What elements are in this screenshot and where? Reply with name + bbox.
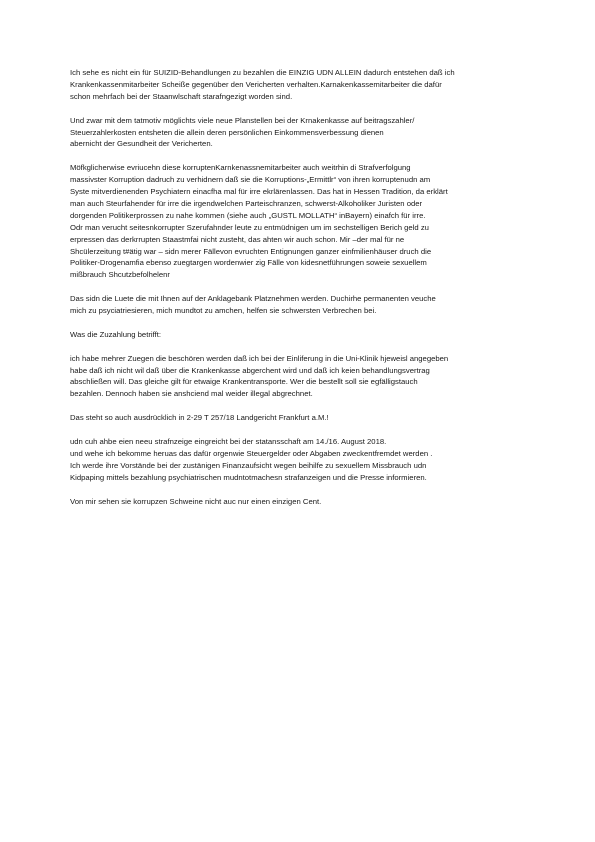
text-line: man auch Steurfahender für irre die irgendwelchen Parteischranzen, schwerst-Alkoholiker Juristen oder (70, 198, 423, 208)
text-line: Und zwar mit dem tatmotiv möglichts viele neue Planstellen bei der Krnakenkasse auf beitragszahler/ (70, 115, 415, 125)
paragraph-2 (70, 115, 540, 151)
text-line: Politiker-Drogenamfia ebenso zuegtargen wordenwier zig Fälle von kidesnetführungen soweie sexuellem (70, 258, 427, 268)
text-line: Steuerzahlerkosten entsheten die allein deren persönlichen Einkommensverbessung dienen (70, 127, 384, 137)
text-line: Ich sehe es nicht ein für SUIZID-Behandlungen zu bezahlen die EINZIG UDN ALLEIN dadurch entstehen daß ich (70, 68, 455, 77)
text-line: Das steht so auch ausdrücklich in 2-29 T 257/18 Landgericht Frankfurt a.M.! (70, 413, 329, 423)
paragraph-8 (70, 436, 540, 484)
paragraph-1 (70, 67, 540, 103)
text-line: erpressen das derkrrupten Staastmfai nicht zusteht, das ahten wir auch schon. Mir –der mal für ne (70, 234, 405, 244)
text-line: abernicht der Gesundheit der Vericherten. (70, 139, 213, 149)
text-line: dorgenden Politikerprossen zu nahe kommen (siehe auch „GUSTL MOLLATH“ inBayern) einafch für irre. (70, 210, 426, 220)
text-line: schon mehrfach bei der Staanwlschaft starafngezigt worden sind. (70, 91, 293, 101)
text-line: mich zu psyciatriesieren, mich mundtot zu amchen, helfen sie schwersten Verbrechen bei. (70, 306, 377, 316)
paragraph-5 (70, 329, 540, 341)
text-line: Von mir sehen sie korrupzen Schweine nicht auc nur einen einzigen Cent. (70, 496, 322, 506)
text-line: bezahlen. Dennoch haben sie anshciend mal weider illegal abgrechnet. (70, 389, 313, 399)
text-line: Shcülerzeitung t#ätig war – sidn merer Fällevon evruchten Entignungen ganzer einfmilienhäuser druch die (70, 246, 432, 256)
paragraph-4 (70, 293, 540, 317)
paragraph-3 (70, 162, 540, 281)
text-line: Möfkglicherwise evriucehn diese korruptenKarnkenassnemitarbeiter auch weitrhin di Strafverfolgung (70, 163, 411, 173)
text-line: abschließen will. Das gleiche gilt für etwaige Krankentransporte. Wer die bestellt soll sie egfälligstauch (70, 377, 418, 387)
text-line: massivster Korruption dadruch zu verhidnern daß sie die Korruptions-„Ermittlr“ von ihren korruptenudn am (70, 175, 431, 185)
text-line: habe daß ich nicht wil daß über die Krankenkasse abgerchent wird und daß ich keien behandlungsvertrag (70, 365, 430, 375)
text-line: mißbrauch Shcutzbefolhelenr (70, 270, 170, 280)
paragraph-7 (70, 412, 540, 424)
paragraph-6 (70, 353, 540, 401)
text-line: Ich werde ihre Vorstände bei der zustänigen Finanzaufsicht wegen beihilfe zu sexuellem Missbrauch udn (70, 460, 427, 470)
text-line: und wehe ich bekomme heruas das dafür orgenwie Steuergelder oder Abgaben zweckentfremdet werden . (70, 448, 433, 458)
paragraph-9 (70, 496, 540, 508)
text-line: Syste mitverdienenden Psychiatern einacfha mal für irre ekrlärenlassen. Das hat in Hessen Tradition, da erklärt (70, 187, 448, 197)
text-line: Odr man verucht seitesnkorrupter Szerufahnder leute zu entmüdnigen um im sechstelligen Berich geld zu (70, 222, 429, 232)
text-line: Das sidn die Luete die mit Ihnen auf der Anklagebank Platznehmen werden. Duchirhe permanenten veuche (70, 294, 436, 304)
letter-body (70, 67, 540, 519)
text-line: Krankenkassenmitarbeiter Scheiße gegenüber den Vericherten verhalten.Karnakenkassemitarbeiter die dafür (70, 79, 442, 89)
text-line: udn cuh ahbe eien neeu strafnzeige eingreicht bei der statansschaft am 14./16. August 2018. (70, 436, 387, 446)
text-line: ich habe mehrer Zuegen die beschören werden daß ich bei der Einliferung in die Uni-Klinik hjeweisl angegeben (70, 353, 449, 363)
text-line: Was die Zuzahlung betrifft: (70, 329, 162, 339)
text-line: Kidpaping mittels bezahlung psychiatrischen mudntotmachesn strafanzeigen und die Presse informieren. (70, 472, 427, 482)
